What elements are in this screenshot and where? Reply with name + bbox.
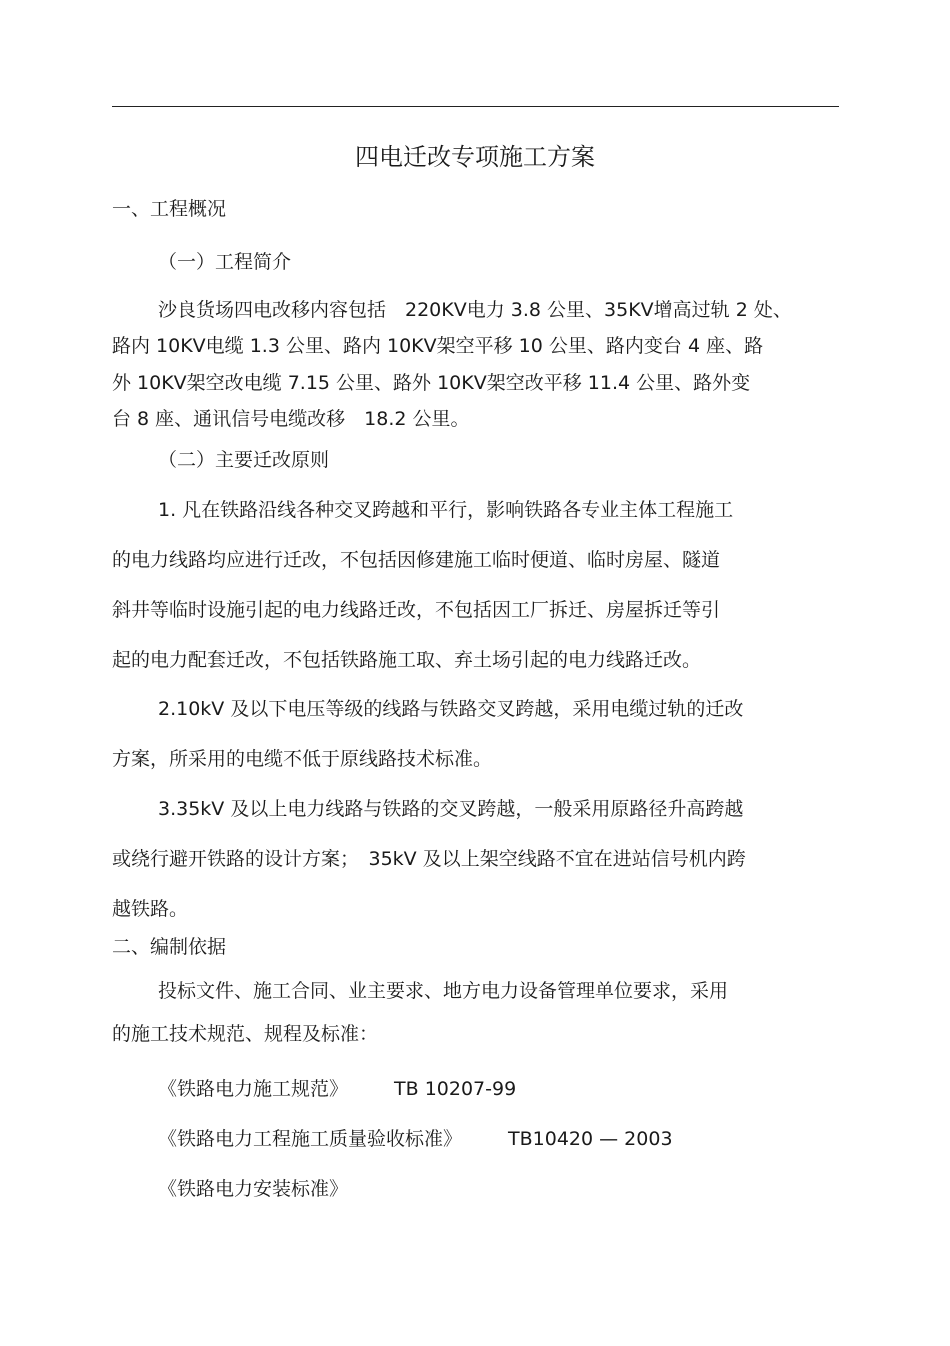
principle3-line-1: 3.35kV 及以上电力线路与铁路的交叉跨越，一般采用原路径升高跨越 (158, 798, 744, 820)
reference-code: TB10420 — 2003 (508, 1128, 673, 1150)
principle2-line-1: 2.10kV 及以下电压等级的线路与铁路交叉跨越，采用电缆过轨的迁改 (158, 698, 744, 720)
intro-line-4: 台 8 座、通讯信号电缆改移 18.2 公里。 (112, 408, 470, 430)
subsection2-heading: （二）主要迁改原则 (158, 449, 330, 471)
basis-line-1: 投标文件、施工合同、业主要求、地方电力设备管理单位要求，采用 (158, 980, 729, 1002)
section1-heading: 一、工程概况 (112, 198, 227, 220)
subsection1-heading: （一）工程简介 (158, 251, 292, 273)
reference-code: TB 10207-99 (394, 1078, 517, 1100)
principle1-line-2: 的电力线路均应进行迁改，不包括因修建施工临时便道、临时房屋、隧道 (112, 549, 721, 571)
principle3-line-3: 越铁路。 (112, 898, 189, 920)
header-rule (112, 106, 839, 107)
intro-line-2: 路内 10KV电缆 1.3 公里、路内 10KV架空平移 10 公里、路内变台 4 座、路 (112, 335, 764, 357)
principle1-line-1: 1. 凡在铁路沿线各种交叉跨越和平行，影响铁路各专业主体工程施工 (158, 499, 734, 521)
principle1-line-4: 起的电力配套迁改，不包括铁路施工取、弃土场引起的电力线路迁改。 (112, 649, 702, 671)
reference-item (158, 1077, 516, 1101)
document-title: 四电迁改专项施工方案 (355, 143, 595, 171)
basis-line-2: 的施工技术规范、规程及标准： (112, 1023, 379, 1045)
reference-name: 《铁路电力安装标准》 (158, 1178, 349, 1200)
reference-item (158, 1177, 348, 1201)
principle2-line-2: 方案，所采用的电缆不低于原线路技术标准。 (112, 748, 493, 770)
principle1-line-3: 斜井等临时设施引起的电力线路迁改，不包括因工厂拆迁、房屋拆迁等引 (112, 599, 721, 621)
intro-line-1: 沙良货场四电改移内容包括 220KV电力 3.8 公里、35KV增高过轨 2 处、 (158, 299, 792, 321)
principle3-line-2: 或绕行避开铁路的设计方案； 35kV 及以上架空线路不宜在进站信号机内跨 (112, 848, 746, 870)
reference-item (158, 1127, 673, 1151)
reference-name: 《铁路电力工程施工质量验收标准》 (158, 1128, 463, 1150)
reference-name: 《铁路电力施工规范》 (158, 1078, 349, 1100)
section2-heading: 二、编制依据 (112, 936, 227, 958)
intro-line-3: 外 10KV架空改电缆 7.15 公里、路外 10KV架空改平移 11.4 公里、路外变 (112, 372, 751, 394)
